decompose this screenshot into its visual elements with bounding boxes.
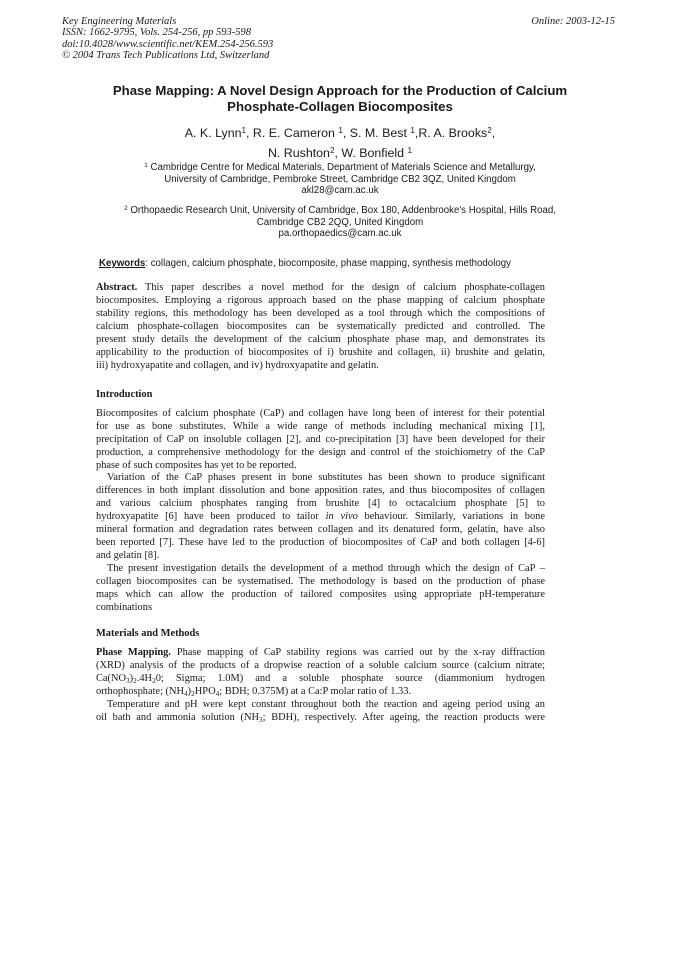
paper-page: Key Engineering Materials ISSN: 1662-9795, Vols. 254-256, pp 593-598 doi:10.4028/www.scientific.net/KEM.254-256.593 © 2004 Trans Tech Publications Ltd, Switzerland Online: 2003-12-15 Phase Mapping: A Novel Design Approach for the Production of Calcium Phosphate-Collagen Biocomposites A. K. Lynn$^1$, R. E. Cameron $^1$, S. M. Best $^1$,R. A. Brooks$^2$, N. Rushton$^2$, W. Bonfield $^1$ $^1$ Cambridge Centre for Medical Materials, Department of Materials Science and Metallurgy, University of Cambridge, Pembroke Street, Cambridge CB2 3QZ, United Kingdom akl28@cam.ac.uk $^2$ Orthopaedic Research Unit, University of Cambridge, Box 180, Addenbrooke's Hospital, Hills Road, Cambridge CB2 2QQ, United Kingdom pa.orthopaedics@cam.ac.uk Keywords: collagen, calcium phosphate, biocomposite, phase mapping, synthesis methodology Abstract. This paper describes a novel method for the design of calcium phosphate-collagen biocomposites. Employing a rigorous approach based on the phase mapping of calcium phosphate stability regions, this methodology has been developed as a tool through which the compositions of calcium phosphate-collagen biocomposites can be systematically predicted and controlled. The present study details the development of the calcium phosphate phase map, and demonstrates its applicability to the production of biocomposites of i) brushite and collagen, ii) brushite and gelatin, iii) hydroxyapatite and collagen, and iv) hydroxyapatite and gelatin. Introduction Biocomposites of calcium phosphate (CaP) and collagen have long been of interest for their potential for use as bone substitutes. While a wide range of methods including mechanical mixing [1], precipitation of CaP on insoluble collagen [2], and co-precipitation [3] have been developed for their production, a comprehensive methodology for the design and control of the stoichiometry of the CaP phase of such composites has yet to be reported. Variation of the CaP phases present in bone substitutes has been shown to produce significant differences in both implant dissolution and bone apposition rates, and thus biocomposites of collagen and various calcium phosphates ranging from brushite [4] to octacalcium phosphate [5] to hydroxyapatite [6] have been produced to tailor in vivo behaviour. Similarly, variations in bone mineral formation and degradation rates between collagen and its denatured form, gelatin, have also been reported [7]. These have led to the production of biocomposites of CaP and both collagen [4-6] and gelatin [8]. The present investigation details the development of a method through which the design of CaP – collagen biocomposites can be systematised. The methodology is based on the production of phase maps which can allow the production of tailored composites using appropriate pH-temperature combinations Materials and Methods Phase Mapping. Phase mapping of CaP stability regions was carried out by the x-ray diffraction (XRD) analysis of the products of a dropwise reaction of a soluble calcium source (calcium nitrate; $Ca(NO_3)_2.4H_20$; Sigma; 1.0M) and a soluble phosphate source (diammonium hydrogen orthophosphate; $(NH_4)_2HPO_4$; BDH; 0.375M) at a Ca:P molar ratio of 1.33. Temperature and pH were kept constant throughout both the reaction and ageing period using an oil bath and ammonia solution ($NH_3$; BDH), respectively. After ageing, the reaction products were xyxy=(62,16,615,724)
email-2: pa.orthopaedics@cam.ac.uk xyxy=(278,228,402,240)
abstract-label: Abstract. xyxy=(96,282,138,293)
author-list xyxy=(80,123,600,163)
keywords-text: : collagen, calcium phosphate, biocomposite, phase mapping, synthesis methodology xyxy=(145,258,511,269)
methods-heading: Materials and Methods xyxy=(96,628,200,639)
title-line-2: Phosphate-Collagen Biocomposites xyxy=(227,98,453,114)
author-rushton: N. Rushton xyxy=(267,146,330,160)
author-best: , S. M. Best xyxy=(342,126,411,140)
phase-mapping-label: Phase Mapping. xyxy=(96,647,171,658)
journal-header xyxy=(62,16,273,62)
keywords-label: Keywords xyxy=(99,258,146,269)
author-brooks: ,R. A. Brooks xyxy=(414,126,488,140)
author-line-1: A. K. Lynn$^1$, R. E. Cameron $^1$, S. M. Best $^1$,R. A. Brooks$^2$, xyxy=(184,126,496,140)
issn-line: ISSN: 1662-9795, Vols. 254-256, pp 593-598 xyxy=(62,27,251,39)
author-bonfield: , W. Bonfield xyxy=(334,146,408,160)
author-cameron: , R. E. Cameron xyxy=(246,126,339,140)
online-date: Online: 2003-12-15 xyxy=(531,16,615,27)
paper-title xyxy=(80,83,600,114)
author-lynn: A. K. Lynn xyxy=(184,126,242,140)
affiliation-2: $^2$ Orthopaedic Research Unit, University of Cambridge, Box 180, Addenbrooke's Hospital, Hills Road, Cambridge CB2 2QQ, United Kingdom pa.orthopaedics@cam.ac.uk xyxy=(80,205,600,240)
journal-name: Key Engineering Materials xyxy=(62,16,177,27)
copyright-line: © 2004 Trans Tech Publications Ltd, Switzerland xyxy=(62,50,270,62)
keywords xyxy=(99,258,511,269)
doi-line: doi:10.4028/www.scientific.net/KEM.254-256.593 xyxy=(62,38,274,50)
author-line-2: N. Rushton$^2$, W. Bonfield $^1$ xyxy=(267,146,413,160)
title-line-1: Phase Mapping: A Novel Design Approach for the Production of Calcium xyxy=(112,83,568,98)
introduction-heading: Introduction xyxy=(96,389,153,400)
affiliation-1: $^1$ Cambridge Centre for Medical Materials, Department of Materials Science and Metallurgy, University of Cambridge, Pembroke Street, Cambridge CB2 3QZ, United Kingdom akl28@cam.ac.uk xyxy=(80,162,600,197)
email-1: akl28@cam.ac.uk xyxy=(301,185,379,197)
